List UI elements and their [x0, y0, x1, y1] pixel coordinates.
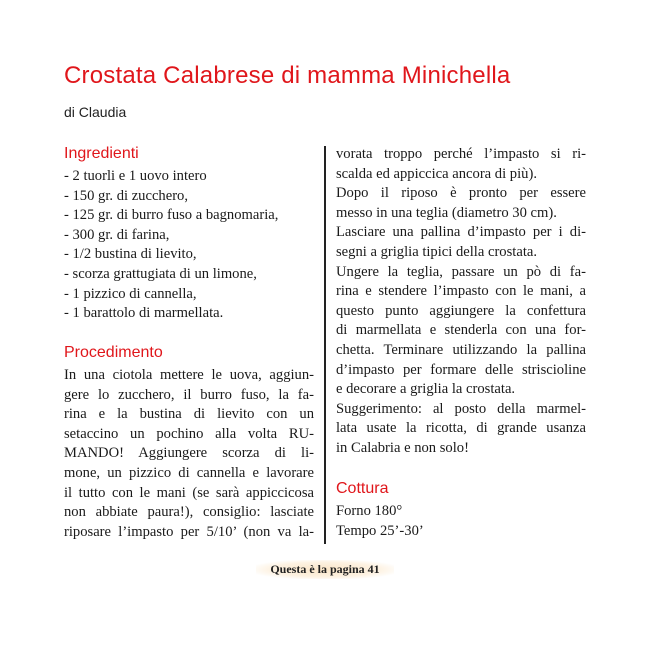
procedure-line: lata usate la ricotta, di grande usanza [336, 420, 586, 437]
procedure-line: Ungere la teglia, passare un pò di fa- [336, 263, 586, 280]
procedure-text-right [336, 145, 586, 459]
procedure-line: Dopo il riposo è pronto per essere [336, 185, 586, 202]
procedure-line: vorata troppo perché l’impasto si ri- [336, 146, 586, 162]
procedure-line: di marmellata e stenderla con una for- [336, 322, 586, 339]
ingredient-item: - 2 tuorli e 1 uovo intero [64, 168, 207, 184]
procedure-line: d’impasto per formare delle striscioline [336, 361, 586, 378]
procedure-line: il tutto con le mani (se sarà appiccicosa [64, 484, 314, 501]
page-number-label: Questa è la pagina 41 [256, 560, 393, 579]
procedure-line: rina e stendere l’impasto con le mani, a [336, 283, 586, 300]
ingredient-item: - 1 pizzico di cannella, [64, 285, 197, 302]
cooking-heading: Cottura [336, 480, 389, 497]
page-footer [0, 560, 650, 579]
ingredient-item: - 1 barattolo di marmellata. [64, 305, 224, 322]
cooking-list [336, 502, 586, 541]
procedure-line: scalda ed appiccica ancora di più). [336, 165, 537, 182]
procedure-line: questo punto aggiungere la confettura [336, 302, 586, 319]
ingredient-item: - 125 gr. di burro fuso a bagnomaria, [64, 207, 279, 224]
cooking-line: Tempo 25’-30’ [336, 522, 424, 539]
procedure-line: non abbiate paura!), consiglio: lasciate [64, 504, 314, 521]
procedure-text-left [64, 366, 314, 542]
procedure-heading: Procedimento [64, 344, 163, 361]
cooking-line: Forno 180° [336, 503, 403, 519]
column-divider [324, 146, 326, 544]
procedure-line: chetta. Terminare utilizzando la pallina [336, 341, 586, 358]
procedure-line: gere lo zucchero, il burro fuso, la fa- [64, 386, 314, 403]
procedure-line: rina e la bustina di lievito con un [64, 406, 314, 423]
ingredients-heading: Ingredienti [64, 145, 139, 162]
procedure-line: Lasciare una pallina d’impasto per i di- [336, 224, 586, 241]
ingredient-item: - 1/2 bustina di lievito, [64, 246, 197, 263]
procedure-line: MANDO! Aggiungere scorza di li- [64, 445, 314, 462]
procedure-line: setaccino un pochino alla volta RU- [64, 425, 314, 442]
procedure-line: mone, un pizzico di cannella e lavorare [64, 464, 314, 481]
procedure-line: Suggerimento: al posto della marmel- [336, 400, 586, 417]
ingredient-item: - 300 gr. di farina, [64, 226, 170, 243]
ingredient-item: - 150 gr. di zucchero, [64, 187, 189, 204]
ingredient-item: - scorza grattugiata di un limone, [64, 265, 257, 282]
recipe-title: Crostata Calabrese di mamma Minichella [64, 62, 511, 89]
procedure-line: in Calabria e non solo! [336, 439, 469, 456]
procedure-line: messo in una teglia (diametro 30 cm). [336, 204, 557, 221]
procedure-line: riposare l’impasto per 5/10’ (non va la- [64, 523, 314, 540]
recipe-author: di Claudia [64, 104, 127, 120]
procedure-line: segni a griglia tipici della crostata. [336, 243, 537, 260]
ingredients-list [64, 167, 314, 324]
procedure-line: In una ciotola mettere le uova, aggiun- [64, 367, 314, 383]
procedure-line: e decorare a griglia la crostata. [336, 381, 516, 398]
